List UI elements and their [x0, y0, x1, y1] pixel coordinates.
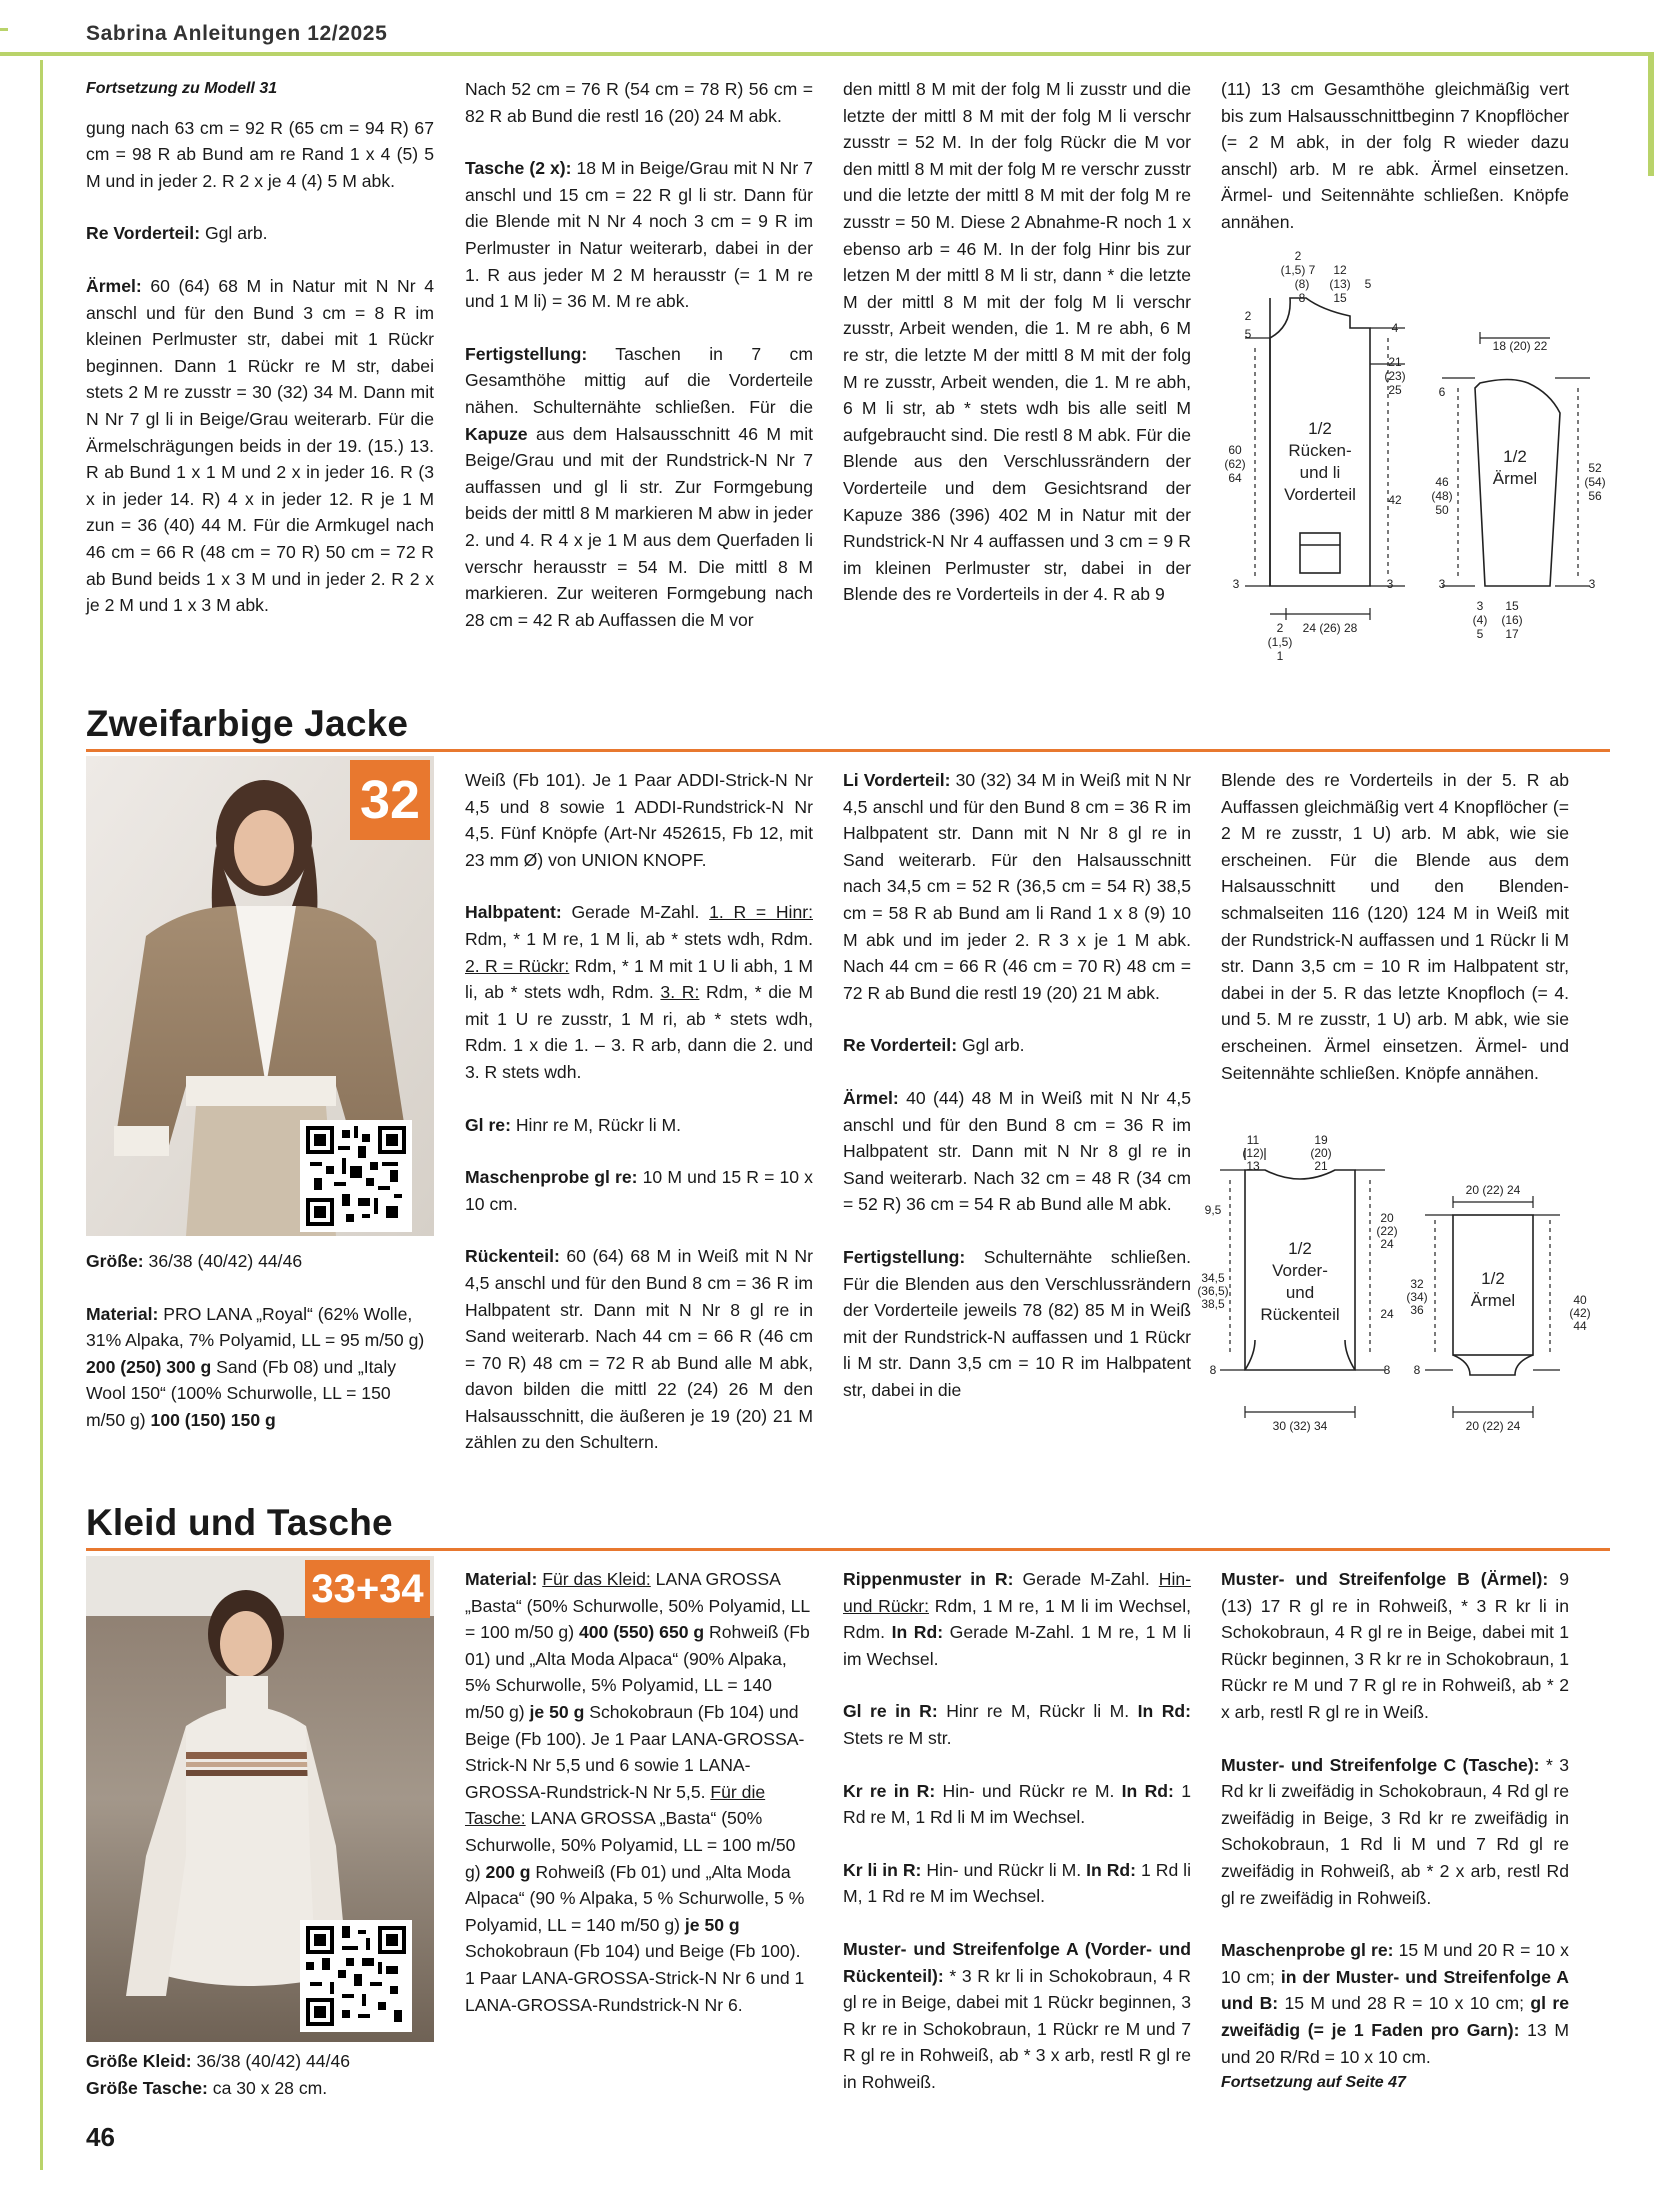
- model31-schematic: [1210, 248, 1610, 668]
- text: Hin- und Rückr li M.: [921, 1859, 1087, 1880]
- dim-label: 56: [1588, 489, 1602, 503]
- dim-label: 5: [1476, 627, 1484, 641]
- dim-label: 21: [1314, 1159, 1328, 1173]
- paragraph: den mittl 8 M mit der folg M li zusstr und die letzte der mittl 8 M mit der folg M li verschr zusstr = 52 M. In der folg Rückr die M vor den mittl 8 M mit der folg M re verschr zusstr und die letzte der mittl 8 M mit der folg M re zusstr = 50 M. Diese 2 Abnahme-R noch 1 x ebenso arb = 46 M. In der folg Hinr bis zur letzen M der mittl 8 M li str, dann * die letzte M der mittl 8 M mit der folg M li verschr zusstr, Arbeit wenden, die 1. M re abh, 6 M re str, die letzte M der mittl 8 M mit der folg M re zusstr, Arbeit wenden, die 1. M re abh, 6 M li str, ab * stets wdh bis alle seitl M aufgebraucht sind. Die restl 8 M abk. Für die Blende aus den Verschlussrändern der Vorderteile und dem Gesichtsrand der Kapuze 386 (396) 402 M in Natur mit der Rundstrick-N Nr 4 auffassen und 3 cm = 9 R im kleinen Perlmuster str, dabei in der Blende des re Vorderteils in der 4. R ab 9: [843, 79, 1191, 605]
- paragraph: [465, 341, 813, 634]
- dim-label: 8: [1383, 1363, 1391, 1377]
- paragraph: [465, 1112, 813, 1139]
- paragraph: [1221, 1752, 1569, 1912]
- paragraph: Blende des re Vorderteils in der 5. R ab Auffassen gleichmäßig vert 4 Knopflöcher (= 2 M re zusstr, 1 U) arb. M abk, wie sie erscheinen. Für die Blende aus dem Halsausschnitt und den Blendenschmalseiten 116 (120) 124 M in Weiß mit der Rundstrick-N auffassen und 1 Rückr li M str. Dann 3,5 cm = 10 R im Halbpatent str, dabei in der 5. R das letzte Knopfloch (= 4. und 5. M re zusstr, 1 U) arb. M abk, wie sie erscheinen. Ärmel einsetzen. Ärmel- und Seitennähte schließen. Knöpfe annähen.: [1221, 770, 1569, 1083]
- diagram-title: Rücken-: [1288, 441, 1352, 460]
- paragraph: [843, 1566, 1191, 1672]
- paragraph: [465, 1243, 813, 1456]
- text: Rdm, 1 M re, 1 M li im Wechsel, Rdm.: [843, 1595, 1191, 1643]
- text: 1 Rd li M, 1 Rd re M im Wechsel.: [843, 1859, 1192, 1907]
- text: Gerade M-Zahl.: [561, 902, 710, 923]
- paragraph: Weiß (Fb 101). Je 1 Paar ADDI-Strick-N Nr 4,5 und 8 sowie 1 ADDI-Rundstrick-N Nr 4,5. Fünf Knöpfe (Art-Nr 452615, Fb 12, mit 23 mm Ø) von UNION KNOPF.: [465, 770, 813, 870]
- text: Ggl arb.: [200, 223, 268, 244]
- text: 40 (44) 48 M in Weiß mit N Nr 4,5 anschl und für den Bund 8 cm = 36 R im Halbpatent str. Dann mit N Nr 8 gl re in Sand weiterarb. Nach 32 cm = 48 R (34 cm = 52 R) 36 cm = 54 R ab Bund alle M abk.: [843, 1087, 1191, 1215]
- text: Stets re M str.: [843, 1727, 952, 1748]
- label: Re Vorderteil:: [843, 1035, 958, 1056]
- model32-col4: [1221, 767, 1569, 1086]
- model32-col2: [465, 767, 813, 1456]
- dim-label: 11: [1246, 1133, 1260, 1147]
- text: LANA GROSSA „Basta“ (50% Schurwolle, 50% Polyamid, LL = 100 m/50 g): [465, 1808, 796, 1882]
- dim-label: (62): [1224, 457, 1246, 471]
- amount: 400 (550) 650 g: [578, 1622, 705, 1643]
- text: Rdm, * die M mit 1 U re zusstr, 1 M ri, ab * stets wdh, Rdm. 1 x die 1. – 3. R arb, dann die 2. und 3. R stets wdh.: [465, 982, 814, 1082]
- paragraph: [843, 767, 1191, 1006]
- label: Größe Kleid:: [86, 2051, 192, 2071]
- dim-label: 20 (22) 24: [1465, 1183, 1521, 1197]
- text: Nach 52 cm = 76 R (54 cm = 78 R) 56 cm = 82 R ab Bund die restl 16 (20) 24 M abk.: [465, 79, 813, 126]
- paragraph: [86, 220, 434, 247]
- text: Rohweiß (Fb 01) und „Alta Moda Alpaca“ (90% Alpaka, 5% Schurwolle, 5% Polyamid, LL = 140 m/50 g): [465, 1622, 810, 1722]
- diagram-title: Ärmel: [1492, 469, 1538, 488]
- model3334-col4: [1221, 1566, 1569, 2097]
- dim-label: 8: [1298, 291, 1306, 305]
- dim-label: (8): [1294, 277, 1310, 291]
- paragraph: [465, 1566, 813, 2018]
- label: Rippenmuster in R:: [843, 1569, 1014, 1589]
- dim-label: 30 (32) 34: [1272, 1419, 1328, 1433]
- label: Muster- und Streifenfolge A (Vorder- und Rückenteil):: [843, 1938, 1191, 1986]
- text: Für das Kleid:: [542, 1569, 651, 1589]
- text: 15 M und 28 R = 10 x 10 cm;: [1278, 1993, 1531, 2014]
- dim-label: 15: [1333, 291, 1347, 305]
- label: Muster- und Streifenfolge B (Ärmel):: [1221, 1569, 1549, 1589]
- dim-label: 8: [1413, 1363, 1421, 1377]
- dim-label: (4): [1472, 613, 1488, 627]
- label: Rückenteil:: [465, 1246, 560, 1267]
- text: Rdm, * 1 M re, 1 M li, ab * stets wdh, Rdm.: [465, 928, 813, 949]
- paragraph: [843, 1244, 1191, 1404]
- text: PRO LANA „Royal“ (62% Wolle, 31% Alpaka, 7% Polyamid, LL = 95 m/50 g): [86, 1303, 425, 1351]
- label: Fertigstellung:: [843, 1246, 966, 1267]
- text: Sand (Fb 08) und „Italy Wool 150“ (100% Schurwolle, LL = 150 m/50 g): [86, 1356, 397, 1430]
- text: 2. R = Rückr:: [465, 955, 570, 976]
- qr-code-icon: [306, 1126, 406, 1226]
- paragraph: [465, 1164, 813, 1217]
- dim-label: 3: [1476, 599, 1484, 613]
- dim-label: (12): [1242, 1146, 1264, 1160]
- label: Material:: [86, 1303, 159, 1324]
- right-accent-bar: [1648, 56, 1654, 176]
- label: Muster- und Streifenfolge C (Tasche):: [1221, 1754, 1540, 1775]
- text: Gerade M-Zahl.: [1013, 1569, 1159, 1589]
- dim-label: 38,5: [1201, 1297, 1225, 1311]
- dim-label: (1,5): [1267, 635, 1293, 649]
- paragraph: [843, 1085, 1191, 1218]
- text: Rdm, * 1 M mit 1 U li abh, 1 M li, ab * stets wdh, Rdm.: [465, 955, 813, 1003]
- text: 36/38 (40/42) 44/46: [143, 1251, 303, 1271]
- dim-label: 17: [1505, 627, 1519, 641]
- diagram-title: Vorder-: [1272, 1261, 1328, 1280]
- dim-label: 5: [1364, 277, 1372, 291]
- label: Größe Tasche:: [86, 2077, 208, 2098]
- label: In Rd:: [1137, 1701, 1191, 1722]
- dim-label: (36,5): [1197, 1284, 1229, 1298]
- size-info: [86, 2048, 434, 2075]
- text: 18 M in Beige/Grau mit N Nr 7 anschl und 15 cm = 22 R gl li str. Dann für die Blende mit N Nr 4 noch 3 cm = 9 R im Perlmuster in Natur weiterarb, dabei in der 1. R aus jeder M 2 M herausstr (= 1 M re und 1 M li) = 36 M. M re abk.: [465, 158, 814, 312]
- text: Hin- und Rückr re M.: [935, 1780, 1122, 1801]
- model32-schematic: [1195, 1130, 1610, 1440]
- qr-code: [300, 1920, 412, 2032]
- dim-label: 24: [1380, 1237, 1394, 1251]
- dim-label: 32: [1410, 1277, 1424, 1291]
- diagram-title: Rückenteil: [1260, 1305, 1340, 1324]
- label: In Rd:: [1121, 1780, 1174, 1801]
- dim-label: 44: [1573, 1319, 1587, 1333]
- label: Re Vorderteil:: [86, 223, 201, 244]
- text: Ggl arb.: [957, 1035, 1025, 1056]
- text: Schokobraun (Fb 104) und Beige (Fb 100). 1 Paar LANA-GROSSA-Strick-N Nr 6 und 1 LANA-GROSSA-Rundstrick-N Nr 6.: [465, 1941, 805, 2015]
- paragraph: [843, 1032, 1191, 1059]
- dim-label: 6: [1438, 385, 1446, 399]
- model32-col3: [843, 767, 1191, 1403]
- paragraph: [86, 273, 434, 619]
- size-info: [86, 1248, 434, 1275]
- text: Für die Tasche:: [465, 1781, 766, 1829]
- paragraph: [86, 115, 434, 195]
- text: Hin- und Rückr:: [843, 1569, 1192, 1616]
- dim-label: 18 (20) 22: [1492, 339, 1548, 353]
- dim-label: (48): [1431, 489, 1453, 503]
- paragraph: [465, 76, 813, 129]
- label: Gl re in R:: [843, 1701, 938, 1722]
- label: Material:: [465, 1569, 538, 1589]
- dim-label: (16): [1501, 613, 1523, 627]
- paragraph: [465, 899, 813, 1085]
- dim-label: 40: [1573, 1293, 1587, 1307]
- text: ca 30 x 28 cm.: [207, 2077, 328, 2098]
- label: In Rd:: [1086, 1859, 1137, 1880]
- text: 3. R:: [660, 982, 700, 1003]
- diagram-title: und li: [1299, 463, 1341, 482]
- text: * 3 R kr li in Schokobraun, 4 R gl re in Beige, dabei mit 1 Rückr beginnen, 3 R kr re in Schokobraun, 1 Rückr re M und 7 R gl re in Rohweiß, ab * 3 x arb, restl R gl re in Rohweiß.: [843, 1965, 1191, 2092]
- text: 13 M und 20 R/Rd = 10 x 10 cm.: [1221, 2019, 1569, 2067]
- label: Ärmel:: [86, 275, 142, 296]
- text: 9 (13) 17 R gl re in Rohweiß, * 3 R kr li in Schokobraun, 4 R gl re in Beige, dabei mit 1 Rückr beginnen, 3 R kr re in Schokobraun, 1 Rückr re M und 7 R gl re in Rohweiß, ab * 2 x arb, restl R gl re in Weiß.: [1221, 1569, 1569, 1722]
- section-title: Kleid und Tasche: [86, 1502, 393, 1543]
- qr-code-icon: [306, 1926, 406, 2026]
- label: Ärmel:: [843, 1087, 899, 1108]
- dim-label: 3: [1438, 577, 1446, 591]
- model3334-col2: [465, 1566, 813, 2018]
- dim-label: 2: [1294, 249, 1302, 263]
- label: Fertigstellung:: [465, 343, 588, 364]
- amount: je 50 g: [684, 1914, 740, 1935]
- dim-label: (20): [1310, 1146, 1332, 1160]
- dim-label: 46: [1435, 475, 1449, 489]
- label: Maschenprobe gl re:: [1221, 1940, 1394, 1961]
- section-divider: [86, 1548, 1610, 1551]
- page-number: 46: [86, 2122, 115, 2152]
- dim-label: 60: [1228, 443, 1242, 457]
- dim-label: 64: [1228, 471, 1242, 485]
- dim-label: 3: [1386, 577, 1394, 591]
- dim-label: 24 (26) 28: [1302, 621, 1358, 635]
- dim-label: 2: [1244, 309, 1252, 323]
- label: Gl re:: [465, 1114, 511, 1135]
- amount: je 50 g: [529, 1701, 585, 1722]
- model31-col4: [1221, 76, 1569, 236]
- dim-label: (54): [1584, 475, 1606, 489]
- label: Maschenprobe gl re:: [465, 1167, 638, 1188]
- label: Kr li in R:: [843, 1859, 922, 1880]
- text: 30 (32) 34 M in Weiß mit N Nr 4,5 anschl und für den Bund 8 cm = 36 R im Halbpatent str. Dann mit N Nr 8 gl re in Sand weiterarb. Für den Halsausschnitt nach 34,5 cm = 52 R (36,5 cm = 54 R) 38,5 cm = 58 R ab Bund am li Rand 1 x 8 (9) 10 M abk und im jeder 2. R 3 x je 1 M abk. Nach 44 cm = 66 R (46 cm = 70 R) 48 cm = 72 R ab Bund die restl 19 (20) 21 M abk.: [843, 770, 1191, 1003]
- dim-label: 12: [1333, 263, 1347, 277]
- diagram-title: 1/2: [1481, 1269, 1505, 1288]
- dim-label: 15: [1505, 599, 1519, 613]
- dim-label: 24: [1380, 1307, 1394, 1321]
- text: 10 M und 15 R = 10 x 10 cm.: [465, 1167, 813, 1214]
- dim-label: 3: [1588, 577, 1596, 591]
- section-title: Zweifarbige Jacke: [86, 703, 409, 744]
- paragraph: [465, 155, 813, 315]
- dim-label: (1,5) 7: [1280, 263, 1316, 277]
- continuation-note: Fortsetzung zu Modell 31: [86, 80, 278, 97]
- label: Kr re in R:: [843, 1780, 936, 1801]
- diagram-title: 1/2: [1308, 419, 1332, 438]
- paragraph: [1221, 1566, 1569, 1726]
- size-info: [86, 2075, 434, 2102]
- text: Rohweiß (Fb 01) und „Alta Moda Alpaca“ (90 % Alpaka, 5 % Schurwolle, 5 % Polyamid, LL = 140 m/50 g): [465, 1861, 805, 1935]
- label: Li Vorderteil:: [843, 770, 951, 790]
- dim-label: 21: [1388, 355, 1402, 369]
- amount: 200 g: [485, 1861, 531, 1882]
- dim-label: (23): [1384, 369, 1406, 383]
- label: Tasche (2 x):: [465, 158, 572, 179]
- material-info: [86, 1301, 434, 1434]
- dim-label: 9,5: [1204, 1203, 1222, 1217]
- dim-label: 20 (22) 24: [1465, 1419, 1521, 1433]
- dim-label: 42: [1388, 493, 1402, 507]
- dim-label: 50: [1435, 503, 1449, 517]
- paragraph: [1221, 1937, 1569, 2070]
- model-number-badge: 32: [350, 760, 430, 840]
- label: Halbpatent:: [465, 902, 562, 923]
- model-number-badge: 33+34: [305, 1560, 430, 1618]
- dim-label: 34,5: [1201, 1271, 1225, 1285]
- dim-label: 4: [1391, 321, 1399, 335]
- text: * 3 Rd kr li zweifädig in Schokobraun, 4 Rd gl re zweifädig in Beige, 3 Rd kr re zweifädig in Schokobraun, 1 Rd li M und 7 Rd gl re zweifädig in Rohweiß, ab * 2 x arb, restl Rd gl re zweifädig in Rohweiß.: [1221, 1754, 1569, 1908]
- text: Hinr re M, Rückr li M.: [937, 1701, 1138, 1722]
- model31-col3: [843, 76, 1191, 608]
- label: gl re zweifädig (= je 1 Faden pro Garn):: [1221, 1993, 1569, 2040]
- magazine-header: Sabrina Anleitungen 12/2025: [86, 22, 388, 45]
- dim-label: 52: [1588, 461, 1602, 475]
- continuation-note: Fortsetzung auf Seite 47: [1221, 2074, 1406, 2092]
- label: In Rd:: [891, 1622, 944, 1643]
- text: 60 (64) 68 M in Natur mit N Nr 4 anschl und für den Bund 3 cm = 8 R im kleinen Perlmuster str, dabei mit 1 Rückr beginnen. Dann 1 Rückr re M str, dabei stets 2 M re zusstr = 30 (32) 34 M. Dann mit N Nr 7 gl li in Beige/Grau weiterarb. Für die Ärmelschrägungen beids in der 19. (15.) 13. R ab Bund 1 x 1 M und 2 x in jeder 16. R (3 x in jeder 14. R) 4 x in jeder 12. R je 1 M zun = 36 (40) 44 M. Für die Armkugel nach 46 cm = 66 R (48 cm = 70 R) 50 cm = 72 R ab Bund beids 1 x 3 M und in jeder 2. R 2 x je 2 M und 1 x 3 M abk.: [86, 275, 434, 616]
- dim-label: (34): [1406, 1290, 1428, 1304]
- text: Hinr re M, Rückr li M.: [510, 1114, 682, 1135]
- amount: 100 (150) 150 g: [150, 1409, 276, 1430]
- paragraph: (11) 13 cm Gesamthöhe gleichmäßig vert bis zum Halsausschnittbeginn 7 Knopflöcher (= 2 M abk, in der folg R wieder dazu anschl) arb. M re abk. Ärmel einsetzen. Ärmel- und Seitennähte schließen. Knöpfe annähen.: [1221, 79, 1569, 232]
- dim-label: 8: [1209, 1363, 1217, 1377]
- left-accent-line: [40, 60, 43, 2170]
- label: Größe:: [86, 1251, 144, 1271]
- text: Gerade M-Zahl. 1 M re, 1 M li im Wechsel.: [843, 1622, 1191, 1669]
- text: 60 (64) 68 M in Weiß mit N Nr 4,5 anschl und für den Bund 8 cm = 36 R im Halbpatent str. Dann mit N Nr 8 gl re in Sand weiterarb. Nach 44 cm = 66 R (46 cm = 70 R) 48 cm = 72 R ab Bund alle M abk, davon bilden die mittl 22 (24) 26 M den Halsausschnitt, die äußeren je 19 (20) 21 M zählen zu den Schultern.: [465, 1246, 813, 1453]
- label: in der Muster- und Streifenfolge A und B:: [1221, 1966, 1569, 2014]
- text: 36/38 (40/42) 44/46: [191, 2051, 351, 2071]
- model3334-col3: [843, 1566, 1191, 2096]
- amount: 200 (250) 300 g: [86, 1356, 212, 1377]
- dim-label: 36: [1410, 1303, 1424, 1317]
- text: 15 M und 20 R = 10 x 10 cm;: [1221, 1940, 1569, 1987]
- dim-label: (42): [1569, 1306, 1591, 1320]
- model3334-caption: [86, 2048, 434, 2101]
- model32-caption: [86, 1248, 434, 1434]
- dim-label: 25: [1388, 383, 1402, 397]
- model31-col1: [86, 76, 434, 619]
- diagram-title: Vorderteil: [1284, 485, 1356, 504]
- dim-label: (22): [1376, 1224, 1398, 1238]
- dim-label: 19: [1314, 1133, 1328, 1147]
- diagram-title: Ärmel: [1470, 1291, 1516, 1310]
- dim-label: 3: [1232, 577, 1240, 591]
- text: 1 Rd re M, 1 Rd li M im Wechsel.: [843, 1780, 1191, 1828]
- paragraph: [843, 1857, 1191, 1910]
- diagram-title: 1/2: [1288, 1239, 1312, 1258]
- text: gung nach 63 cm = 92 R (65 cm = 94 R) 67 cm = 98 R ab Bund am re Rand 1 x 4 (5) 5 M und in jeder 2. R 2 x je 4 (4) 5 M abk.: [86, 117, 434, 191]
- dim-label: 5: [1244, 327, 1252, 341]
- model31-col2: [465, 76, 813, 633]
- qr-code: [300, 1120, 412, 1232]
- label: Kapuze: [465, 423, 528, 444]
- dim-label: 13: [1246, 1159, 1260, 1173]
- dim-label: 2: [1276, 621, 1284, 635]
- text: aus dem Halsausschnitt 46 M mit Beige/Grau und mit der Rundstrick-N Nr 7 auffassen und gl li str. Zur Formgebung beids der mittl 8 M markieren M abw in jeder 2. und 4. R 4 x je 1 M aus dem Querfaden li verschr herausstr = 54 M. Die mittl 8 M markieren. Zur weiteren Formgebung nach 28 cm = 42 R ab Auffassen die M vor: [465, 423, 813, 630]
- paragraph: [843, 1778, 1191, 1831]
- dim-label: 20: [1380, 1211, 1394, 1225]
- dim-label: (13): [1329, 277, 1351, 291]
- text: Schokobraun (Fb 104) und Beige (Fb 100). Je 1 Paar LANA-GROSSA-Strick-N Nr 5,5 und 6 sowie 1 LANA-GROSSA-Rundstrick-N Nr 5,5.: [465, 1701, 805, 1802]
- paragraph: [843, 1698, 1191, 1751]
- text: 1. R = Hinr:: [709, 902, 813, 923]
- text: Taschen in 7 cm Gesamthöhe mittig auf die Vorderteile nähen. Schulternähte schließen. Für die: [465, 343, 813, 417]
- text: LANA GROSSA „Basta“ (50% Schurwolle, 50% Polyamid, LL = 100 m/50 g): [465, 1569, 810, 1643]
- dim-label: 1: [1276, 649, 1284, 663]
- text: Schulternähte schließen. Für die Blenden aus den Verschlussrändern der Vorderteile jeweils 78 (82) 85 M in Weiß mit der Rundstrick-N auffassen und 1 Rückr li M str. Dann 3,5 cm = 10 R im Halbpatent str, dabei in die: [843, 1246, 1191, 1400]
- diagram-title: 1/2: [1503, 447, 1527, 466]
- section-divider: [86, 749, 1610, 752]
- paragraph: [843, 1936, 1191, 2096]
- diagram-title: und: [1285, 1283, 1315, 1302]
